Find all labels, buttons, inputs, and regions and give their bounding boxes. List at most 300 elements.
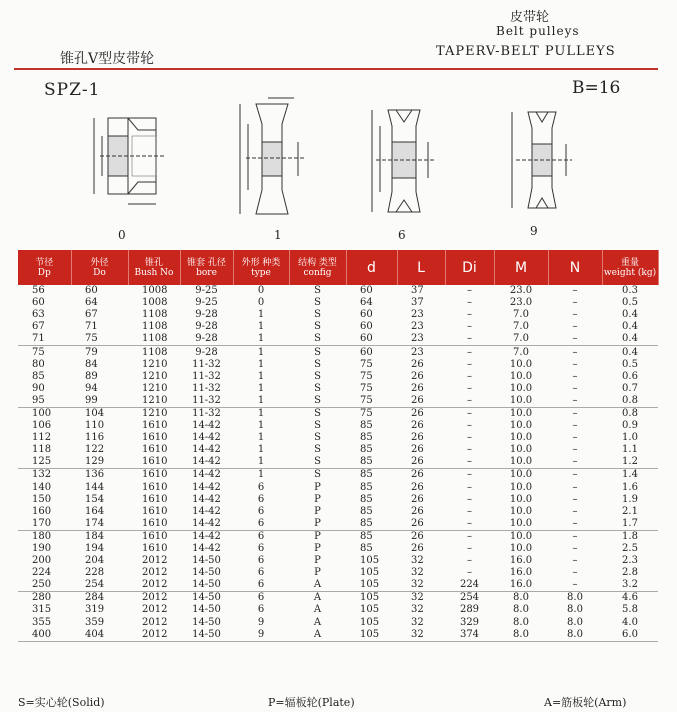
table-row (18, 592, 658, 605)
table-cell: 1 (257, 321, 265, 333)
table-cell: 10.0 (509, 481, 533, 493)
table-cell: 10.0 (509, 444, 533, 456)
table-cell: 194 (85, 543, 105, 555)
table-cell: 26 (411, 444, 424, 456)
table-cell: 1610 (128, 530, 180, 543)
table-cell: 400 (18, 629, 71, 642)
table-cell: 1 (257, 370, 265, 382)
table-cell: 8.0 (494, 629, 548, 642)
table-cell: 64 (360, 297, 373, 309)
table-cell: 94 (85, 382, 98, 394)
table-row (18, 555, 658, 567)
table-cell: 85 (32, 370, 45, 382)
table-cell: 105 (360, 567, 380, 579)
table-cell: 8.0 (548, 592, 602, 605)
table-cell: 6 (257, 517, 265, 529)
table-cell: 374 (445, 629, 494, 642)
table-cell: 6 (257, 567, 265, 579)
pulley-type-0-drawing (80, 100, 170, 220)
column-header (128, 250, 180, 285)
table-cell: 228 (85, 567, 105, 579)
table-cell: – (467, 493, 472, 505)
table-cell: 6 (257, 493, 265, 505)
column-header (18, 250, 71, 285)
table-cell: – (572, 543, 578, 555)
table-cell: – (467, 420, 472, 432)
table-cell: 23 (411, 321, 424, 333)
table-cell: 104 (71, 407, 128, 420)
table-cell: 6 (257, 481, 265, 493)
table-cell: 16.0 (509, 579, 533, 591)
table-cell: 0.4 (602, 346, 658, 359)
table-cell: 1108 (128, 346, 180, 359)
table-cell: 14-42 (192, 517, 221, 529)
table-cell: 116 (85, 432, 105, 444)
table-cell: 6 (233, 592, 289, 605)
table-cell: 10.0 (509, 505, 533, 517)
table-cell: 0.8 (602, 407, 658, 420)
table-cell: S (314, 309, 321, 321)
table-cell: S (314, 333, 321, 345)
table-cell: 110 (85, 420, 105, 432)
table-cell: 26 (411, 420, 424, 432)
table-cell: 1 (233, 469, 289, 482)
table-row (18, 407, 658, 420)
table-cell: 26 (397, 407, 445, 420)
table-cell: 26 (411, 493, 424, 505)
table-cell: 1 (257, 382, 265, 394)
table-cell: – (467, 432, 472, 444)
table-header-row (18, 250, 658, 285)
table-cell: 6 (257, 543, 265, 555)
table-cell: 26 (411, 394, 424, 406)
table-cell: 10.0 (509, 358, 533, 370)
table-row (18, 383, 658, 395)
table-cell: 1610 (142, 481, 168, 493)
table-cell: – (467, 358, 472, 370)
table-cell: 129 (85, 456, 105, 468)
table-cell: 26 (411, 505, 424, 517)
table-cell: 6 (257, 505, 265, 517)
table-cell: 6 (233, 530, 289, 543)
table-cell: 10.0 (509, 420, 533, 432)
figure-label-1: 1 (274, 228, 282, 242)
table-cell: 0.5 (622, 358, 638, 370)
table-row (18, 543, 658, 555)
table-cell: – (572, 493, 578, 505)
table-cell: 10.0 (509, 543, 533, 555)
table-cell: 1.2 (622, 456, 638, 468)
section-title-en: Belt pulleys (496, 24, 580, 38)
table-cell: 1 (257, 309, 265, 321)
table-cell: 14-42 (192, 481, 221, 493)
table-cell: 90 (32, 382, 45, 394)
table-cell: 14-42 (192, 543, 221, 555)
table-cell: 9 (233, 629, 289, 642)
table-cell: 0.4 (622, 333, 638, 345)
table-row (18, 444, 658, 456)
table-cell: 106 (32, 420, 52, 432)
table-cell: P (289, 530, 346, 543)
table-cell: 9-28 (195, 321, 218, 333)
table-cell: 32 (397, 629, 445, 642)
table-cell: P (314, 555, 321, 567)
table-cell: 136 (71, 469, 128, 482)
table-cell: 14-42 (192, 432, 221, 444)
table-cell: 329 (459, 616, 480, 628)
table-cell: 2.5 (622, 543, 638, 555)
table-cell: 0.7 (622, 382, 638, 394)
table-row (18, 456, 658, 469)
table-cell: 14-50 (180, 592, 233, 605)
table-cell: 56 (32, 285, 45, 297)
table-cell: 8.0 (513, 616, 529, 628)
table-row (18, 579, 658, 592)
table-cell: 67 (32, 321, 45, 333)
table-cell: 37 (411, 297, 424, 309)
table-cell: 174 (85, 517, 105, 529)
table-cell: – (572, 481, 578, 493)
table-cell: 26 (411, 456, 424, 468)
table-cell: 11-32 (192, 394, 221, 406)
table-cell: – (467, 370, 472, 382)
table-cell: S (289, 407, 346, 420)
table-cell: 1.8 (602, 530, 658, 543)
table-cell: 1610 (142, 543, 168, 555)
table-cell: – (445, 407, 494, 420)
table-cell: 289 (459, 604, 480, 616)
table-cell: – (572, 432, 578, 444)
column-header-en: Di (462, 259, 477, 276)
legend-arm: A=筋板轮(Arm) (544, 696, 627, 709)
table-cell: 2.8 (622, 567, 638, 579)
table-cell: 319 (85, 604, 105, 616)
table-cell: 32 (411, 555, 424, 567)
table-cell: 10.0 (509, 456, 533, 468)
table-cell: 14-42 (192, 505, 221, 517)
table-cell: 1.6 (622, 481, 638, 493)
table-row (18, 321, 658, 333)
table-cell: 37 (411, 285, 424, 297)
column-header (71, 250, 128, 285)
table-cell: 60 (360, 321, 373, 333)
table-cell: 10.0 (494, 530, 548, 543)
table-cell: – (467, 543, 472, 555)
figure-label-0: 0 (118, 228, 126, 242)
table-cell: 100 (18, 407, 71, 420)
pulley-type-1-drawing (228, 94, 328, 224)
table-cell: 26 (411, 481, 424, 493)
table-cell: 1210 (142, 382, 168, 394)
table-cell: – (467, 444, 472, 456)
table-cell: 1108 (142, 321, 168, 333)
table-cell: 10.0 (509, 382, 533, 394)
table-cell: 14-42 (180, 469, 233, 482)
table-cell: 224 (32, 567, 52, 579)
table-cell: 16.0 (509, 567, 533, 579)
table-cell: 75 (360, 358, 373, 370)
table-cell: 160 (32, 505, 52, 517)
column-header-cn: 节径 (35, 257, 54, 268)
table-cell: 2012 (142, 555, 168, 567)
table-cell: – (572, 505, 578, 517)
table-row (18, 530, 658, 543)
table-cell: 14-42 (192, 456, 221, 468)
table-cell: S (314, 444, 321, 456)
table-cell: 10.0 (509, 432, 533, 444)
column-header-en: M (514, 259, 528, 276)
catalog-title-cn: 锥孔V型皮带轮 (60, 51, 155, 67)
table-cell: 85 (360, 420, 373, 432)
table-cell: 11-32 (180, 407, 233, 420)
table-cell: 8.0 (513, 604, 529, 616)
table-cell: A (313, 616, 322, 628)
pulley-type-6-drawing (360, 100, 450, 220)
section-subtitle-en: TAPERV-BELT PULLEYS (436, 44, 616, 59)
table-cell: 355 (32, 616, 52, 628)
table-cell: 75 (85, 333, 98, 345)
table-cell: S (314, 358, 321, 370)
table-cell: – (467, 297, 472, 309)
table-cell: 254 (85, 579, 105, 591)
table-cell: 23 (411, 333, 424, 345)
table-cell: 89 (85, 370, 98, 382)
column-header (445, 250, 494, 285)
table-cell: 6 (257, 579, 265, 591)
column-header (494, 250, 548, 285)
table-cell: – (572, 579, 578, 591)
table-cell: 11-32 (192, 358, 221, 370)
table-cell: – (548, 407, 602, 420)
table-cell: – (548, 469, 602, 482)
table-cell: 204 (85, 555, 105, 567)
column-header-en: config (303, 267, 332, 278)
table-cell: 32 (411, 579, 424, 591)
table-cell: S (314, 382, 321, 394)
table-cell: – (572, 382, 578, 394)
table-cell: 26 (397, 469, 445, 482)
column-header (346, 250, 397, 285)
table-cell: – (572, 420, 578, 432)
table-cell: 2012 (142, 567, 168, 579)
column-header-cn: 重量 (620, 257, 639, 268)
table-cell: 164 (85, 505, 105, 517)
table-cell: A (313, 604, 322, 616)
table-cell: 85 (360, 432, 373, 444)
table-cell: 85 (360, 456, 373, 468)
table-cell: 1 (257, 432, 265, 444)
table-row (18, 333, 658, 346)
table-cell: 9-25 (195, 285, 218, 297)
table-cell: – (572, 555, 578, 567)
table-cell: 2012 (128, 629, 180, 642)
table-cell: 14-42 (192, 444, 221, 456)
table-cell: P (314, 517, 321, 529)
table-cell: 32 (411, 567, 424, 579)
table-cell: – (467, 309, 472, 321)
table-cell: – (572, 456, 578, 468)
table-cell: 2.3 (622, 555, 638, 567)
table-cell: 32 (411, 616, 424, 628)
table-cell: 1610 (142, 493, 168, 505)
table-cell: 105 (346, 592, 397, 605)
table-cell: 1.7 (622, 517, 638, 529)
figure-label-9: 9 (530, 224, 538, 238)
table-cell: 359 (85, 616, 105, 628)
table-cell: – (572, 370, 578, 382)
column-header-en: bore (196, 267, 217, 278)
table-cell: 16.0 (509, 555, 533, 567)
table-row (18, 309, 658, 321)
table-cell: – (467, 285, 472, 297)
table-cell: 122 (85, 444, 105, 456)
column-header-en: Bush No (134, 267, 174, 278)
table-cell: 14-50 (192, 567, 221, 579)
table-cell: – (445, 530, 494, 543)
table-cell: 60 (360, 309, 373, 321)
table-cell: – (467, 517, 472, 529)
table-cell: 6 (257, 555, 265, 567)
table-cell: 1.4 (602, 469, 658, 482)
table-cell: P (314, 543, 321, 555)
table-cell: 85 (360, 444, 373, 456)
table-cell: 7.0 (513, 333, 529, 345)
table-cell: 1 (233, 407, 289, 420)
table-cell: 67 (85, 309, 98, 321)
table-cell: 6.0 (602, 629, 658, 642)
table-cell: – (467, 567, 472, 579)
table-cell: – (445, 469, 494, 482)
table-cell: 1 (257, 358, 265, 370)
table-cell: 9-28 (180, 346, 233, 359)
table-cell: 170 (32, 517, 52, 529)
table-cell: 63 (32, 309, 45, 321)
table-cell: 71 (85, 321, 98, 333)
table-cell: 1 (257, 444, 265, 456)
table-cell: S (289, 469, 346, 482)
table-cell: 32 (411, 604, 424, 616)
table-cell: 224 (459, 579, 480, 591)
table-cell: 1.1 (622, 444, 638, 456)
table-cell: 10.0 (509, 394, 533, 406)
header-rule (14, 68, 658, 70)
table-cell: 118 (32, 444, 52, 456)
table-cell: 5.8 (622, 604, 638, 616)
column-header (548, 250, 602, 285)
table-cell: 75 (18, 346, 71, 359)
table-cell: 8.0 (494, 592, 548, 605)
table-cell: 7.0 (513, 309, 529, 321)
table-cell: 132 (18, 469, 71, 482)
column-header (233, 250, 289, 285)
table-row (18, 346, 658, 359)
table-cell: S (289, 346, 346, 359)
column-header-en: Dp (37, 267, 51, 278)
table-cell: – (572, 309, 578, 321)
table-cell: 99 (85, 394, 98, 406)
table-cell: S (314, 394, 321, 406)
table-cell: 1610 (142, 517, 168, 529)
section-title-cn: 皮带轮 (510, 10, 550, 25)
column-header-cn: 锥套 孔径 (187, 257, 226, 268)
table-cell: 75 (360, 370, 373, 382)
table-cell: 8.0 (567, 604, 583, 616)
table-cell: 1 (233, 346, 289, 359)
legend-plate: P=辐板轮(Plate) (268, 696, 355, 709)
table-cell: 2012 (142, 579, 168, 591)
table-cell: 8.0 (548, 629, 602, 642)
table-cell: – (467, 333, 472, 345)
table-cell: 105 (346, 629, 397, 642)
table-cell: 7.0 (513, 321, 529, 333)
table-cell: 2012 (142, 604, 168, 616)
table-row (18, 469, 658, 482)
column-header (180, 250, 233, 285)
table-cell: 23.0 (509, 297, 533, 309)
table-cell: A (313, 579, 322, 591)
table-cell: 64 (85, 297, 98, 309)
series-label: SPZ-1 (44, 80, 101, 100)
column-header-en: Do (93, 267, 106, 278)
table-cell: 8.0 (567, 616, 583, 628)
table-cell: 250 (32, 579, 52, 591)
table-cell: 1610 (142, 505, 168, 517)
table-cell: 26 (411, 382, 424, 394)
table-cell: S (314, 456, 321, 468)
table-cell: – (572, 517, 578, 529)
table-cell: 280 (18, 592, 71, 605)
table-row (18, 297, 658, 309)
table-cell: – (467, 456, 472, 468)
table-cell: – (572, 567, 578, 579)
table-cell: – (572, 358, 578, 370)
table-cell: 7.0 (494, 346, 548, 359)
table-cell: 9-25 (195, 297, 218, 309)
table-cell: P (314, 505, 321, 517)
table-cell: 144 (85, 481, 105, 493)
table-cell: 2012 (128, 592, 180, 605)
table-cell: 105 (360, 555, 380, 567)
table-cell: 26 (397, 530, 445, 543)
table-cell: 9-28 (195, 309, 218, 321)
column-header-cn: 外形 种类 (241, 257, 281, 268)
table-cell: 0.5 (622, 297, 638, 309)
table-cell: S (314, 370, 321, 382)
table-cell: 404 (71, 629, 128, 642)
table-cell: 0.6 (622, 370, 638, 382)
table-cell: A (289, 592, 346, 605)
table-cell: 85 (360, 505, 373, 517)
table-cell: 200 (32, 555, 52, 567)
table-cell: – (572, 285, 578, 297)
table-cell: – (572, 321, 578, 333)
table-cell: 105 (360, 579, 380, 591)
table-cell: – (572, 444, 578, 456)
table-cell: 14-42 (180, 530, 233, 543)
table-row (18, 506, 658, 518)
table-row (18, 285, 658, 297)
table-cell: 1610 (142, 444, 168, 456)
table-cell: 26 (411, 370, 424, 382)
table-cell: 26 (411, 517, 424, 529)
table-cell: – (467, 382, 472, 394)
table-cell: 9-28 (195, 333, 218, 345)
table-cell: 60 (85, 285, 98, 297)
table-row (18, 604, 658, 616)
table-cell: 60 (360, 285, 373, 297)
column-header-cn: 结构 类型 (298, 257, 337, 268)
column-header-en: weight (kg) (603, 267, 657, 278)
